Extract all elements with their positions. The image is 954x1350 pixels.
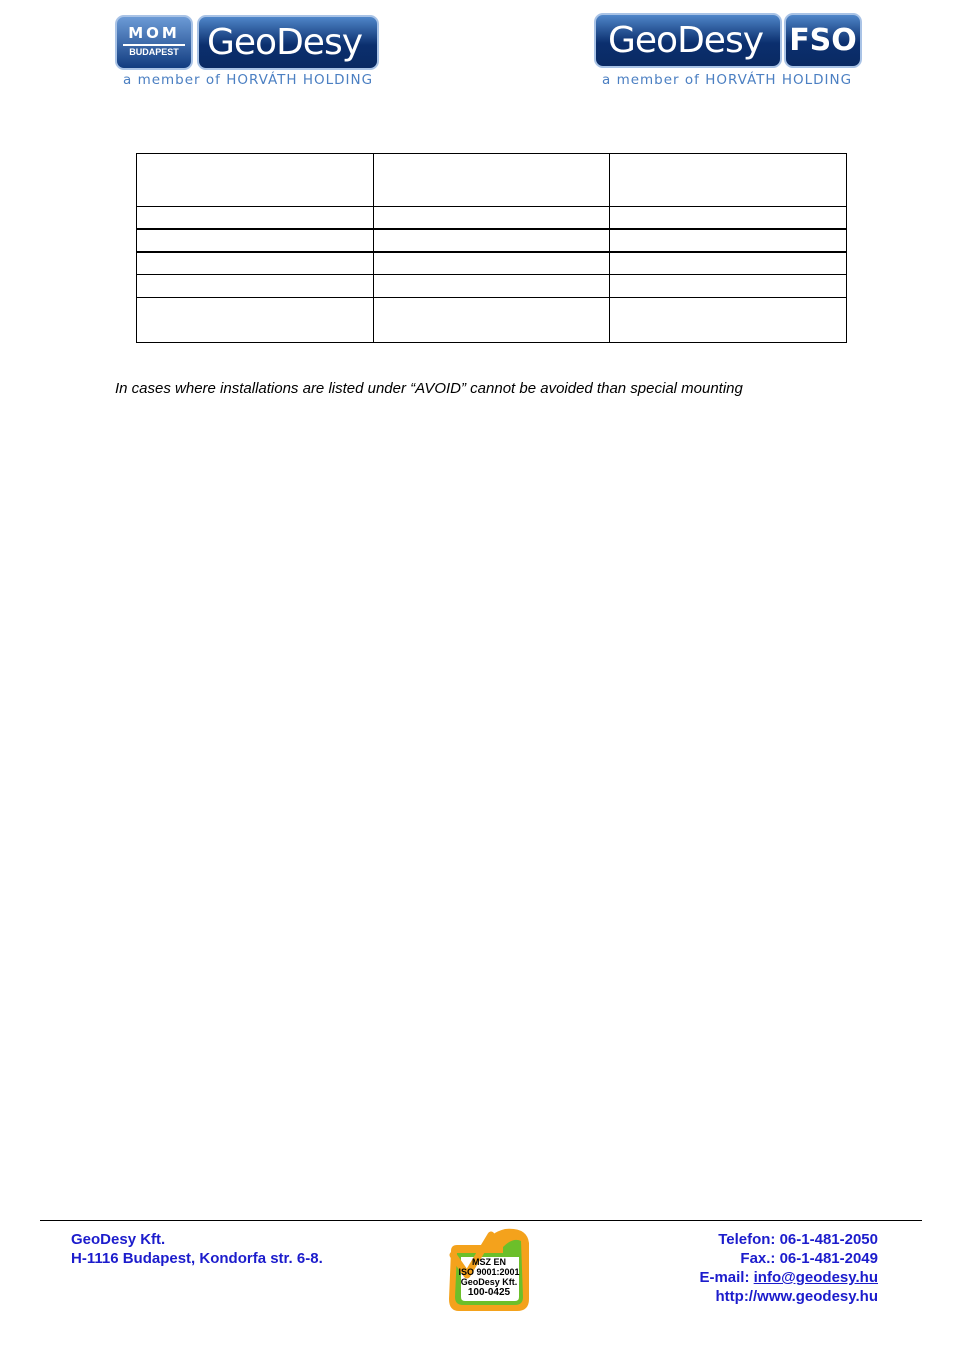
table-row	[137, 275, 847, 298]
iso-badge-line: GeoDesy Kft.	[460, 1277, 518, 1287]
table-row	[137, 229, 847, 252]
table-cell	[373, 229, 610, 252]
table-cell	[610, 275, 847, 298]
table-cell	[137, 298, 374, 343]
geodesy-wordmark: GeoDesy	[608, 20, 763, 61]
mounting-note: In cases where installations are listed under “AVOID” cannot be avoided than special mounting	[115, 380, 743, 397]
fso-badge: FSO	[784, 13, 862, 68]
geodesy-wordmark: GeoDesy	[207, 22, 362, 63]
table-cell	[137, 207, 374, 230]
installation-table	[136, 153, 847, 343]
footer-divider	[40, 1220, 922, 1221]
website-link[interactable]: http://www.geodesy.hu	[715, 1288, 878, 1305]
table-cell	[610, 154, 847, 207]
logo-tagline: a member of HORVÁTH HOLDING	[123, 72, 374, 88]
logo-tagline: a member of HORVÁTH HOLDING	[602, 72, 853, 88]
table-cell	[610, 229, 847, 252]
table-cell	[137, 229, 374, 252]
iso-badge-line: 100-0425	[467, 1287, 511, 1298]
table-cell	[373, 154, 610, 207]
geodesy-wordmark-box	[197, 15, 379, 70]
geodesy-fso-logo	[594, 13, 864, 91]
table-cell	[610, 207, 847, 230]
email-label: E-mail:	[699, 1269, 754, 1286]
table-cell	[137, 252, 374, 275]
email-line	[699, 1268, 878, 1287]
mom-badge-text: MOM	[128, 24, 180, 42]
table-cell	[373, 275, 610, 298]
table-cell	[373, 298, 610, 343]
table-cell	[137, 154, 374, 207]
table-row	[137, 252, 847, 275]
phone-number: Telefon: 06-1-481-2050	[718, 1231, 878, 1248]
iso-badge-line: ISO 9001:2001	[458, 1267, 520, 1277]
fax-number: Fax.: 06-1-481-2049	[740, 1250, 878, 1267]
footer-company-info	[71, 1230, 323, 1268]
geodesy-mom-logo	[115, 15, 379, 91]
iso-badge-text	[455, 1257, 523, 1299]
iso-certification-badge	[445, 1227, 531, 1313]
mom-budapest-badge	[115, 15, 193, 70]
company-address: H-1116 Budapest, Kondorfa str. 6-8.	[71, 1250, 323, 1267]
table-cell	[137, 275, 374, 298]
table-cell	[610, 298, 847, 343]
budapest-badge-text: BUDAPEST	[123, 44, 185, 57]
table-cell	[610, 252, 847, 275]
table-row	[137, 207, 847, 230]
iso-badge-line: MSZ EN	[471, 1257, 506, 1267]
geodesy-wordmark-box	[594, 13, 782, 68]
footer-contact-info	[699, 1230, 878, 1306]
company-name: GeoDesy Kft.	[71, 1231, 166, 1248]
email-link[interactable]: info@geodesy.hu	[753, 1269, 878, 1286]
table-row	[137, 154, 847, 207]
table-cell	[373, 207, 610, 230]
table-row	[137, 298, 847, 343]
table-cell	[373, 252, 610, 275]
